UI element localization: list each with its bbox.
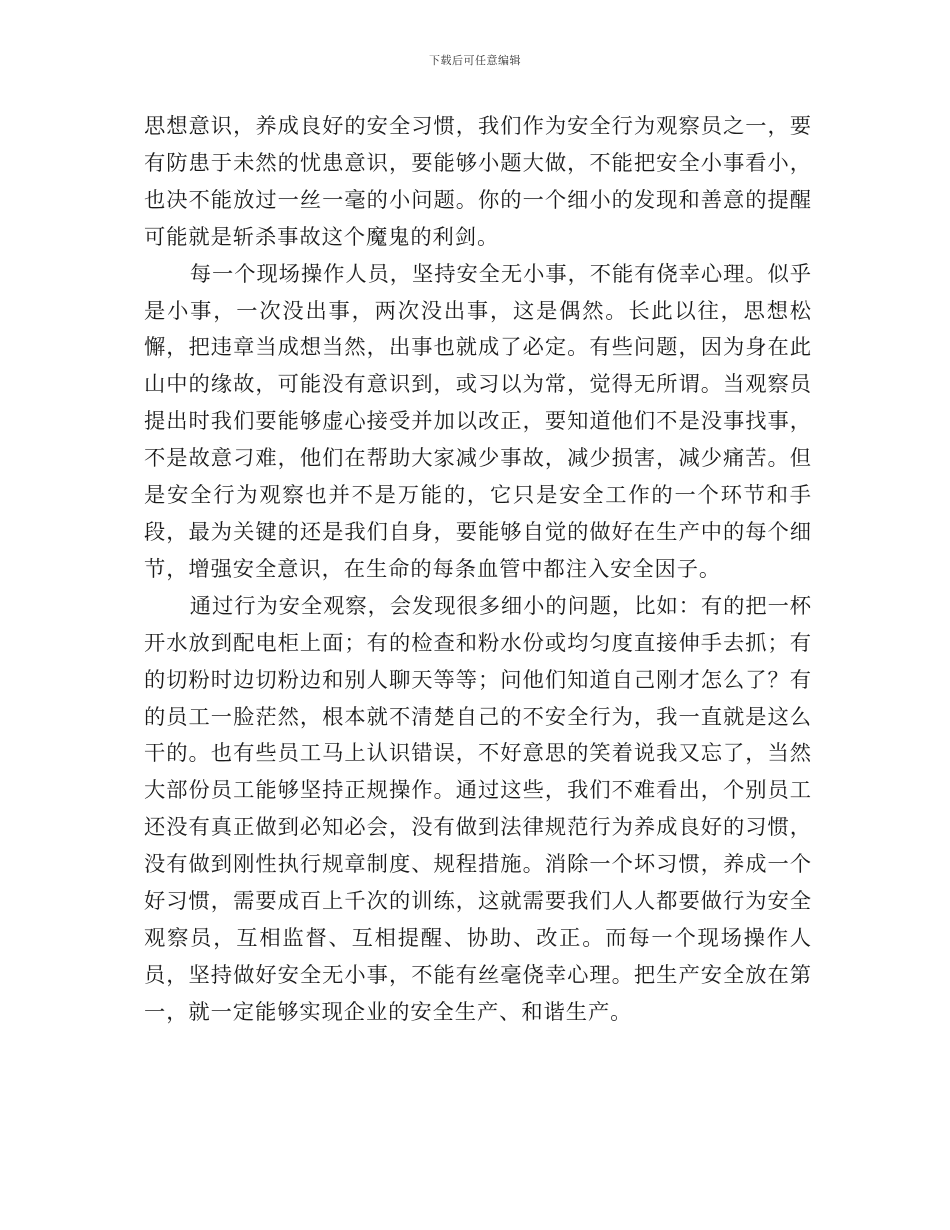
paragraph-3: 通过行为安全观察，会发现很多细小的问题，比如：有的把一杯开水放到配电柜上面；有的检查和粉水份或均匀度直接伸手去抓；有的切粉时边切粉边和别人聊天等等；问他们知道自己刚才怎么了？有的员工一脸茫然，根本就不清楚自己的不安全行为，我一直就是这么干的。也有些员工马上认识错误，不好意思的笑着说我又忘了，当然大部份员工能够坚持正规操作。通过这些，我们不难看出，个别员工还没有真正做到必知必会，没有做到法律规范行为养成良好的习惯，没有做到刚性执行规章制度、规程措施。消除一个坏习惯，养成一个好习惯，需要成百上千次的训练，这就需要我们人人都要做行为安全观察员，互相监督、互相提醒、协助、改正。而每一个现场操作人员，坚持做好安全无小事，不能有丝毫侥幸心理。把生产安全放在第一，就一定能够实现企业的安全生产、和谐生产。 <box>144 593 812 1025</box>
paragraph-1: 思想意识，养成良好的安全习惯，我们作为安全行为观察员之一，要有防患于未然的忧患意识，要能够小题大做，不能把安全小事看小，也决不能放过一丝一毫的小问题。你的一个细小的发现和善意的提醒可能就是斩杀事故这个魔鬼的利剑。 <box>144 114 812 250</box>
page-header: 下载后可任意编辑 <box>429 54 521 67</box>
document-body <box>144 109 812 1032</box>
paragraph-2: 每一个现场操作人员，坚持安全无小事，不能有侥幸心理。似乎是小事，一次没出事，两次没出事，这是偶然。长此以往，思想松懈，把违章当成想当然，出事也就成了必定。有些问题，因为身在此山中的缘故，可能没有意识到，或习以为常，觉得无所谓。当观察员提出时我们要能够虚心接受并加以改正，要知道他们不是没事找事，不是故意刁难，他们在帮助大家减少事故，减少损害，减少痛苦。但是安全行为观察也并不是万能的，它只是安全工作的一个环节和手段，最为关键的还是我们自身，要能够自觉的做好在生产中的每个细节，增强安全意识，在生命的每条血管中都注入安全因子。 <box>144 261 812 582</box>
